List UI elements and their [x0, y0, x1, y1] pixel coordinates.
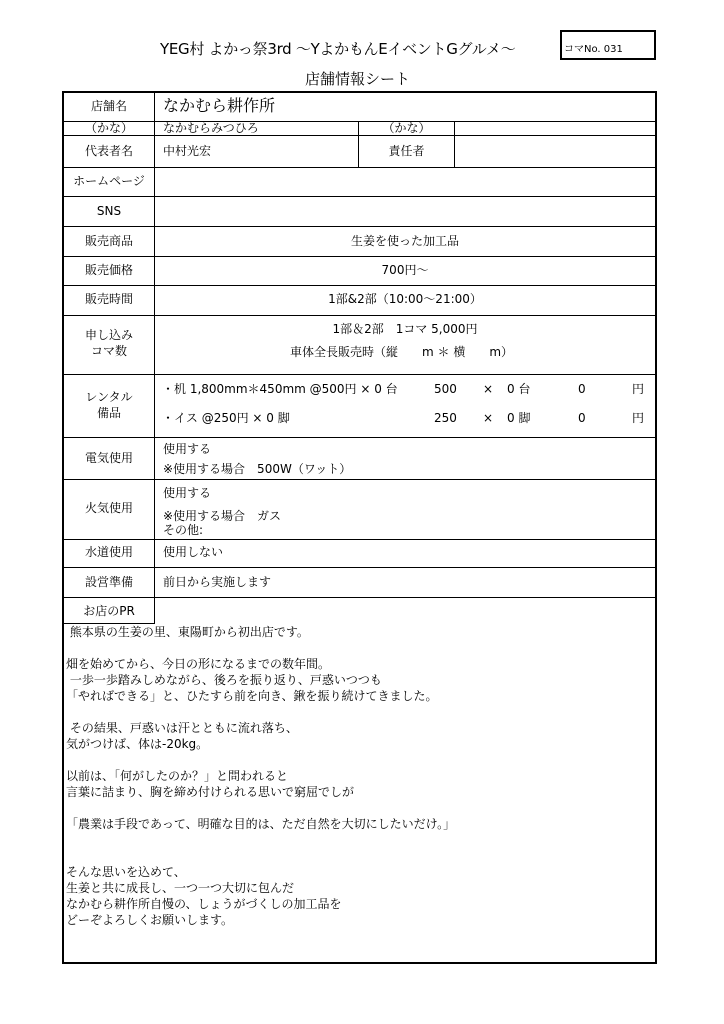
row-divider: [62, 285, 657, 286]
water-label: 水道使用: [84, 545, 133, 559]
apply-value-line1: 1部＆2部 1コマ 5,000円: [332, 322, 478, 336]
price-value: 700円～: [381, 263, 429, 277]
rental-chair-item: ・イス @250円 × 0 脚: [162, 411, 290, 425]
sheet-subtitle: 店舗情報シート: [305, 70, 411, 88]
representative-value: 中村光宏: [163, 144, 212, 158]
rental-chair-yen: 円: [632, 411, 645, 425]
product-label: 販売商品: [84, 234, 133, 248]
setup-value: 前日から実施します: [163, 575, 272, 589]
table-border-top: [62, 91, 657, 93]
rental-chair-times: ×: [483, 411, 494, 425]
rental-label-line2: 備品: [96, 406, 121, 420]
kana-value: なかむらみつひろ: [163, 121, 259, 135]
pr-text: 熊本県の生姜の里、東陽町から初出店です。 畑を始めてから、今日の形になるまでの数年間。 一歩一歩踏みしめながら、後ろを振り返り、戸惑いつつも 「やればできる」と、ひたすら前を向き、鍬を振り続けてきました。 その結果、戸惑いは汗とともに流れ落ち、 気がつけば、体は-20kg。 以前は、「何がしたのか？」と問われると 言葉に詰まり、胸を締め付けられる思いで窮屈でしが 「農業は手段であって、明確な目的は、ただ自然を大切にしたいだけ。」 そんな思いを込めて、 生姜と共に成長し、一つ一つ大切に包んだ なかむら耕作所自慢の、しょうがづくしの加工品を どーぞよろしくお願いします。: [66, 625, 456, 927]
rental-desk-qty: 0 台: [507, 382, 531, 396]
rental-desk-yen: 円: [632, 382, 645, 396]
hours-value: 1部&2部（10:00～21:00）: [328, 292, 482, 306]
row-divider: [62, 256, 657, 257]
shop-name-value: なかむら耕作所: [163, 96, 276, 115]
price-label: 販売価格: [84, 263, 133, 277]
row-divider: [62, 437, 657, 438]
setup-label: 設営準備: [84, 575, 133, 589]
fire-value-line2: ※使用する場合 ガス: [163, 509, 282, 523]
shop-name-label: 店舗名: [90, 99, 127, 113]
electric-value-line1: 使用する: [163, 442, 212, 456]
product-value: 生姜を使った加工品: [350, 234, 459, 248]
homepage-label: ホームページ: [73, 174, 145, 188]
rental-desk-unit: 500: [434, 382, 457, 396]
rental-chair-unit: 250: [434, 411, 457, 425]
rental-chair-total: 0: [578, 411, 586, 425]
manager-label: 責任者: [388, 144, 425, 158]
sns-label: SNS: [96, 204, 122, 218]
kana-label: （かな）: [84, 121, 133, 135]
row-divider: [62, 567, 657, 568]
fire-value-line1: 使用する: [163, 486, 212, 500]
row-divider: [62, 539, 657, 540]
rental-label-line1: レンタル: [85, 390, 133, 404]
rental-chair-qty: 0 脚: [507, 411, 531, 425]
row-divider: [62, 196, 657, 197]
fire-value-line3: その他:: [163, 523, 204, 537]
apply-label-line2: コマ数: [90, 344, 127, 358]
row-divider: [62, 315, 657, 316]
electric-value-line2: ※使用する場合 500W（ワット）: [163, 462, 352, 476]
row-divider: [62, 226, 657, 227]
document-title: YEG村 よかっ祭3rd ～YよかもんEイベントGグルメ～: [160, 40, 516, 58]
representative-label: 代表者名: [84, 144, 133, 158]
row-divider: [62, 479, 657, 480]
row-divider: [62, 374, 657, 375]
rental-desk-item: ・机 1,800mm＊450mm @500円 × 0 台: [162, 382, 398, 396]
electric-label: 電気使用: [84, 451, 133, 465]
apply-label-line1: 申し込み: [84, 328, 133, 342]
table-border-bottom: [62, 962, 657, 964]
pr-label: お店のPR: [83, 604, 135, 618]
water-value: 使用しない: [163, 545, 224, 559]
apply-value-line2: 車体全長販売時（縦 m ＊ 横 m）: [290, 345, 514, 359]
kana-label-manager: （かな）: [382, 121, 431, 135]
pr-label-divider: [154, 597, 155, 624]
hours-label: 販売時間: [84, 292, 133, 306]
koma-number-box: コマNo. 031: [560, 30, 656, 60]
rental-desk-times: ×: [483, 382, 494, 396]
table-border-left: [62, 91, 64, 964]
row-divider: [62, 167, 657, 168]
fire-label: 火気使用: [84, 501, 133, 515]
table-border-right: [655, 91, 657, 964]
rental-desk-total: 0: [578, 382, 586, 396]
row-divider: [62, 597, 657, 598]
manager-column-divider: [454, 121, 455, 167]
